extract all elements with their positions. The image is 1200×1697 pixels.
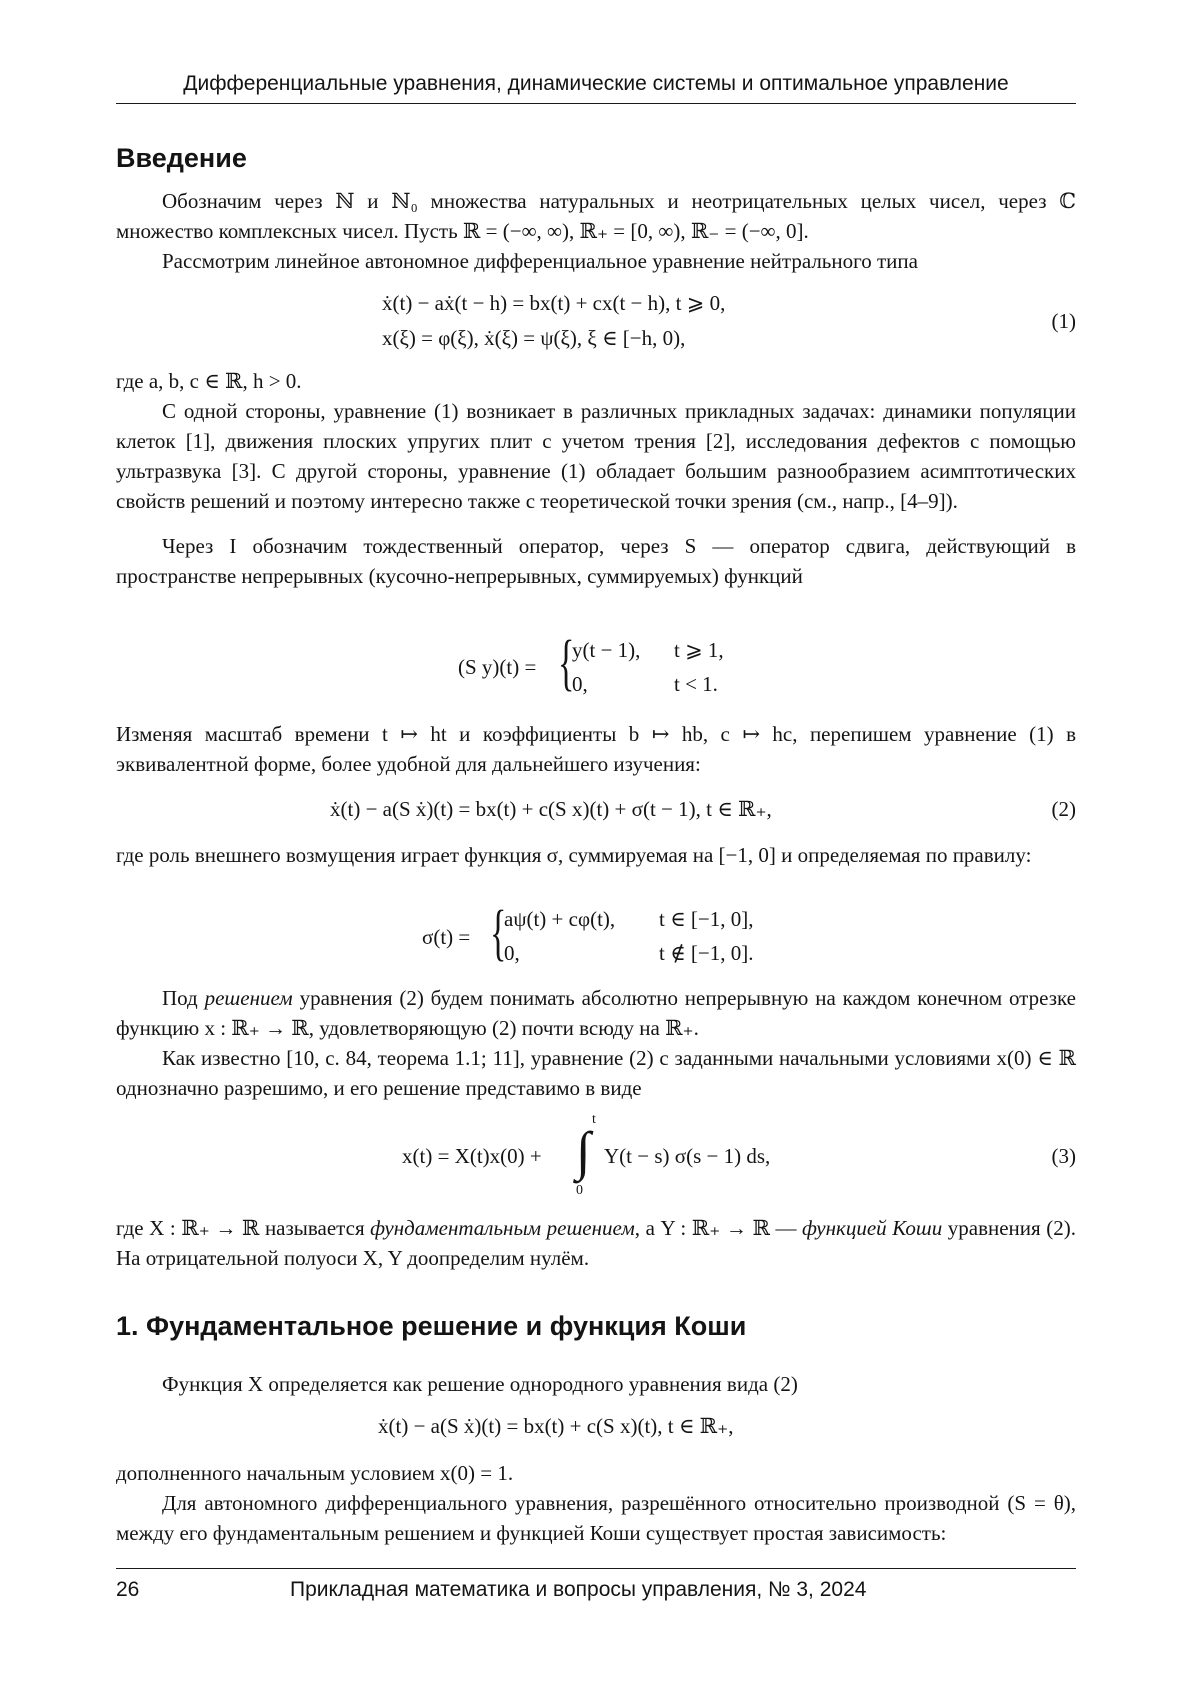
paragraph-applications: С одной стороны, уравнение (1) возникает в различных прикладных задачах: динамики популяции клеток [1], движения плоских упругих плит с учетом трения [2], исследования дефектов с помощью ультразвука [3]. С другой стороны, уравнение (1) обладает большим разнообразием асимптотических свойств решений и поэтому интересно также с теоретической точки зрения (см., напр., [4–9]). xyxy=(116,396,1076,516)
shift-case-2-expr: 0, xyxy=(572,672,588,697)
sigma-case-1-expr: aψ(t) + cφ(t), xyxy=(504,907,615,932)
cauchy-function-term: функцией Коши xyxy=(802,1216,942,1240)
section-title-1: 1. Фундаментальное решение и функция Коши xyxy=(116,1311,746,1342)
shift-operator-lhs: (S y)(t) = xyxy=(458,655,536,680)
paragraph-solvability: Как известно [10, с. 84, теорема 1.1; 11], уравнение (2) с заданными начальными условиями x(0) ∈ ℝ однозначно разрешимо, и его решение представимо в виде xyxy=(116,1043,1076,1103)
paragraph-rescaling: Изменяя масштаб времени t ↦ ht и коэффициенты b ↦ hb, c ↦ hc, перепишем уравнение (1) в эквивалентной форме, более удобной для дальнейшего изучения: xyxy=(116,719,1076,779)
equation-1-line-2: x(ξ) = φ(ξ), ẋ(ξ) = ψ(ξ), ξ ∈ [−h, 0), xyxy=(382,326,685,351)
equation-3-integrand: Y(t − s) σ(s − 1) ds, xyxy=(604,1144,770,1169)
paragraph-initial-condition: дополненного начальным условием x(0) = 1. xyxy=(116,1458,1076,1488)
paragraph-solution-definition xyxy=(116,983,1076,1043)
footer-rule xyxy=(116,1568,1076,1569)
solution-term: решением xyxy=(205,986,293,1010)
integral-lower-limit: 0 xyxy=(576,1183,583,1199)
header-rule xyxy=(116,103,1076,104)
paragraph-fundamental-solution xyxy=(116,1213,1076,1273)
paragraph-equation-intro: Рассмотрим линейное автономное дифференциальное уравнение нейтрального типа xyxy=(116,246,1076,276)
solution-suffix: уравнения (2) будем понимать абсолютно непрерывную на каждом конечном отрезке функцию x : ℝ₊ → ℝ, удовлетворяющую (2) почти всюду на ℝ₊. xyxy=(116,986,1076,1040)
section-title-introduction: Введение xyxy=(116,143,247,174)
solution-prefix: Под xyxy=(162,986,205,1010)
integral-sign: ∫ xyxy=(576,1124,591,1178)
paper-page xyxy=(0,0,1200,1697)
equation-2: ẋ(t) − a(S ẋ)(t) = bx(t) + c(S x)(t) + σ(t − 1), t ∈ ℝ₊, xyxy=(330,797,772,822)
paragraph-function-x: Функция X определяется как решение однородного уравнения вида (2) xyxy=(116,1369,1076,1399)
sigma-lhs: σ(t) = xyxy=(422,925,470,950)
shift-operator-brace: { xyxy=(558,632,574,694)
shift-case-2-cond: t < 1. xyxy=(674,672,718,697)
sigma-case-1-cond: t ∈ [−1, 0], xyxy=(659,907,753,932)
sigma-brace: { xyxy=(490,902,506,964)
paragraph-parameters: где a, b, c ∈ ℝ, h > 0. xyxy=(116,366,1076,396)
equation-3-lhs: x(t) = X(t)x(0) + xyxy=(402,1144,542,1169)
paragraph-relation: Для автономного дифференциального уравнения, разрешённого относительно производной (S = θ), между его фундаментальным решением и функцией Коши существует простая зависимость: xyxy=(116,1488,1076,1548)
fundamental-middle: , а Y : ℝ₊ → ℝ — xyxy=(635,1216,802,1240)
equation-2-number: (2) xyxy=(1052,797,1077,822)
journal-title: Прикладная математика и вопросы управления, № 3, 2024 xyxy=(290,1578,866,1602)
fundamental-solution-term: фундаментальным решением xyxy=(370,1216,635,1240)
running-title: Дифференциальные уравнения, динамические системы и оптимальное управление xyxy=(116,72,1076,96)
integral-upper-limit: t xyxy=(592,1112,596,1128)
fundamental-suffix: уравнения (2). На отрицательной полуоси X, Y доопределим нулём. xyxy=(116,1216,1076,1270)
fundamental-prefix: где X : ℝ₊ → ℝ называется xyxy=(116,1216,370,1240)
sigma-case-2-expr: 0, xyxy=(504,941,520,966)
sigma-case-2-cond: t ∉ [−1, 0]. xyxy=(659,941,753,966)
paragraph-shift-operator: Через I обозначим тождественный оператор, через S — оператор сдвига, действующий в пространстве непрерывных (кусочно-непрерывных, суммируемых) функций xyxy=(116,531,1076,591)
equation-homogeneous: ẋ(t) − a(S ẋ)(t) = bx(t) + c(S x)(t), t ∈ ℝ₊, xyxy=(378,1414,733,1439)
equation-1-line-1: ẋ(t) − aẋ(t − h) = bx(t) + cx(t − h), t ⩾ 0, xyxy=(382,291,725,316)
shift-case-1-cond: t ⩾ 1, xyxy=(674,638,724,663)
page-number: 26 xyxy=(116,1578,139,1602)
equation-3-number: (3) xyxy=(1052,1144,1077,1169)
equation-1-number: (1) xyxy=(1052,309,1077,334)
shift-case-1-expr: y(t − 1), xyxy=(572,638,640,663)
paragraph-perturbation: где роль внешнего возмущения играет функция σ, суммируемая на [−1, 0] и определяемая по правилу: xyxy=(116,840,1076,870)
paragraph-notation: Обозначим через ℕ и ℕ₀ множества натуральных и неотрицательных целых чисел, через ℂ множество комплексных чисел. Пусть ℝ = (−∞, ∞), ℝ₊ = [0, ∞), ℝ₋ = (−∞, 0]. xyxy=(116,186,1076,246)
